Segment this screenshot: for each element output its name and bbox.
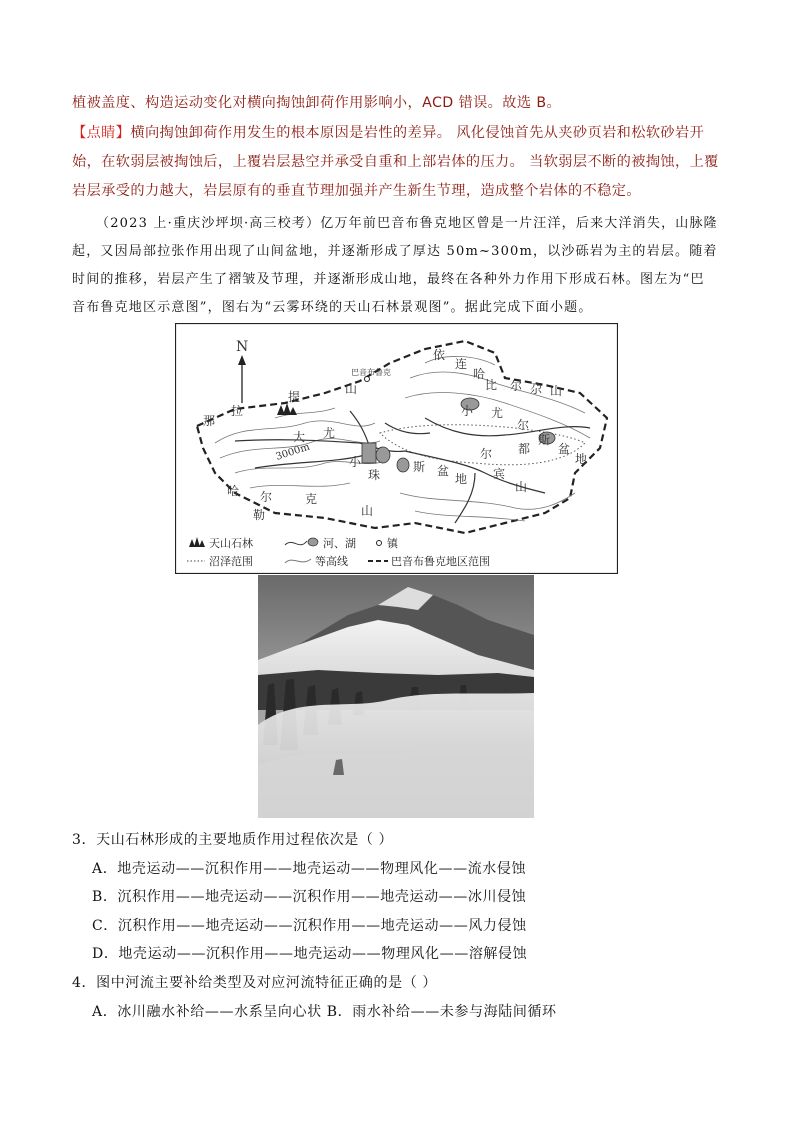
tip-line-3: 岩层承受的力越大，岩层原有的垂直节理加强并产生新生节理，造成整个岩体的不稳定。: [72, 183, 641, 199]
intro-line-4: 音布鲁克地区示意图”，图右为“云雾环绕的天山石林景观图”。据此完成下面小题。: [72, 300, 593, 315]
place-char: 尤: [323, 426, 336, 440]
place-char: 哈: [227, 484, 240, 498]
place-char: 提: [288, 390, 301, 404]
tip-line-1: [72, 122, 704, 142]
bayanbulak-map: [175, 323, 618, 574]
place-char: 尤: [491, 406, 504, 420]
legend-town: 镇: [387, 537, 398, 550]
place-char: 盆: [437, 464, 450, 478]
place-char: 尔: [480, 447, 493, 461]
place-char: 那: [203, 414, 216, 428]
question-3-option-c[interactable]: C．沉积作用——地壳运动——沉积作用——地壳运动——风力侵蚀: [92, 918, 527, 934]
legend-contour: 等高线: [315, 555, 348, 568]
place-char: 尔: [510, 379, 523, 393]
place-char: 宾: [493, 467, 506, 481]
place-char: 斯: [413, 460, 426, 474]
intro-line-3: 时间的推移，岩层产生了褶皱及节理，并逐渐形成山地，最终在各种外力作用下形成石林。图左为“巴: [72, 272, 705, 287]
question-3-option-d[interactable]: D．地壳运动——沉积作用——地壳运动——物理风化——溶解侵蚀: [92, 946, 528, 962]
intro-line-1: （2023 上·重庆沙坪坝·高三校考）亿万年前巴音布鲁克地区曾是一片汪洋，后来大洋消失，山脉隆: [96, 216, 718, 231]
place-char: 山: [550, 384, 563, 398]
analysis-conclusion: 植被盖度、构造运动变化对横向掏蚀卸荷作用影响小，ACD 错误。故选 B。: [72, 95, 562, 111]
place-char: 克: [305, 492, 318, 506]
place-char: 地: [455, 472, 468, 486]
place-char: 珠: [368, 468, 381, 482]
legend-river-lake: 河、湖: [323, 537, 356, 550]
place-char: 都: [518, 442, 531, 456]
place-char: 尔: [517, 418, 530, 432]
place-char: 尕: [530, 382, 543, 396]
place-char: 小: [461, 404, 474, 418]
intro-line-2: 起，又因局部拉张作用出现了山间盆地，并逐渐形成了厚达 50m~300m，以沙砾岩为主的岩层。随着: [72, 244, 718, 259]
question-4-stem: 4．图中河流主要补给类型及对应河流特征正确的是（ ）: [72, 975, 437, 991]
question-3-option-b[interactable]: B．沉积作用——地壳运动——沉积作用——地壳运动——冰川侵蚀: [92, 889, 527, 905]
question-3-option-a[interactable]: A．地壳运动——沉积作用——地壳运动——物理风化——流水侵蚀: [92, 861, 527, 877]
place-char: 勒: [253, 508, 266, 522]
place-char: 盆: [558, 442, 571, 456]
place-char: 斯: [538, 433, 551, 447]
legend-stone-forest: 天山石林: [209, 537, 253, 550]
question-4-options-ab[interactable]: A．冰川融水补给——水系呈向心状 B．雨水补给——未参与海陆间循环: [92, 1004, 557, 1020]
legend-marsh: 沼泽范围: [209, 555, 253, 568]
question-3-stem: 3．天山石林形成的主要地质作用过程依次是（ ）: [72, 832, 394, 848]
tip-tag: 【点睛】: [72, 125, 131, 141]
place-char: 拉: [231, 404, 244, 418]
place-char: 哈: [473, 367, 486, 381]
place-char: 比: [485, 378, 498, 392]
tip-text-1: 横向掏蚀卸荷作用发生的根本原因是岩性的差异。 风化侵蚀首先从夹砂页岩和松软砂岩开: [130, 125, 705, 141]
north-label: N: [236, 339, 249, 355]
contour-label: 3000m: [274, 441, 312, 463]
place-char: 依: [433, 348, 446, 362]
legend-region-boundary: 巴音布鲁克地区范围: [391, 555, 490, 568]
stone-forest-photo: [258, 575, 534, 818]
town-label: 巴音布鲁克: [351, 368, 391, 377]
tip-line-2: 始，在软弱层被掏蚀后，上覆岩层悬空并承受自重和上部岩体的压力。 当软弱层不断的被掏蚀，上覆: [72, 154, 719, 170]
place-char: 连: [455, 357, 468, 371]
place-char: 山: [515, 480, 528, 494]
place-char: 小: [349, 455, 362, 469]
place-char: 尔: [260, 490, 273, 504]
place-char: 山: [361, 504, 374, 518]
place-char: 山: [345, 382, 358, 396]
place-char: 地: [575, 452, 588, 466]
place-char: 大: [293, 430, 306, 444]
